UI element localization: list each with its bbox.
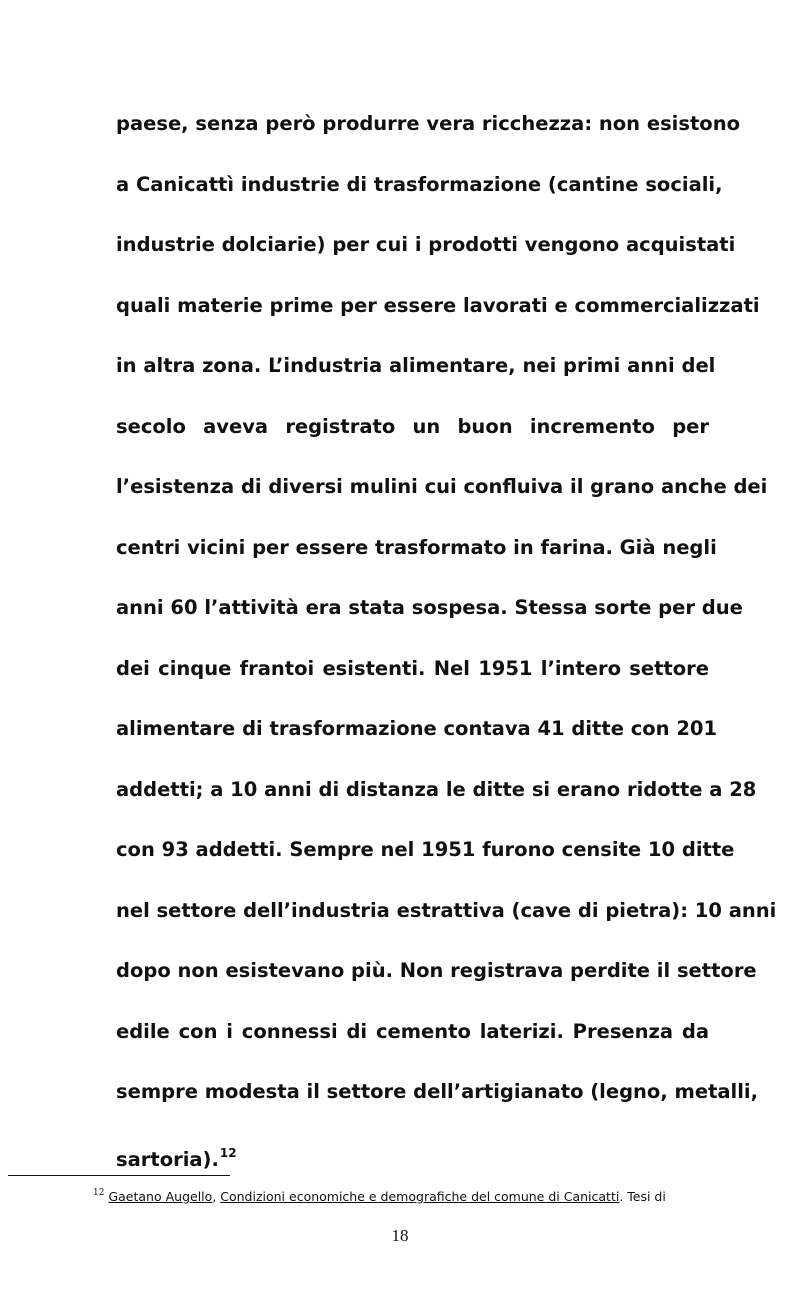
text-line: paese, senza però produrre vera ricchezza: non esistono <box>116 112 740 135</box>
footnote-rest: . Tesi di <box>619 1189 666 1204</box>
text-line: nel settore dell’industria estrattiva (cave di pietra): 10 anni <box>116 898 777 922</box>
text-line: industrie dolciarie) per cui i prodotti vengono acquistati <box>116 233 736 256</box>
footnote-author: Gaetano Augello <box>108 1189 213 1204</box>
text-line: sempre modesta il settore dell’artigianato (legno, metalli, <box>116 1080 759 1103</box>
text-line: con 93 addetti. Sempre nel 1951 furono censite 10 ditte <box>116 838 735 861</box>
page-number: 18 <box>391 1226 409 1245</box>
footnote <box>93 1183 713 1207</box>
text-line: addetti; a 10 anni di distanza le ditte si erano ridotte a 28 <box>116 777 757 801</box>
text-line: quali materie prime per essere lavorati e commercializzati <box>116 293 760 317</box>
text-line: a Canicattì industrie di trasformazione (cantine sociali, <box>116 172 723 196</box>
text-line: secolo aveva registrato un buon incremento per <box>116 414 709 438</box>
text-line: alimentare di trasformazione contava 41 ditte con 201 <box>116 717 718 740</box>
text-line: anni 60 l’attività era stata sospesa. Stessa sorte per due <box>116 596 743 619</box>
text-line: dei cinque frantoi esistenti. Nel 1951 l’intero settore <box>116 656 709 680</box>
footnote-number: 12 <box>93 1188 105 1198</box>
text-line: sartoria). <box>116 1147 219 1171</box>
text-line: in altra zona. L’industria alimentare, nei primi anni del <box>116 354 716 377</box>
footnote-separator <box>8 1175 230 1176</box>
text-line: centri vicini per essere trasformato in farina. Già negli <box>116 535 717 559</box>
text-line: l’esistenza di diversi mulini cui confluiva il grano anche dei <box>116 475 768 498</box>
footnote-separator-text: , <box>212 1189 221 1204</box>
footnote-title: Condizioni economiche e demografiche del comune di Canicatti <box>220 1189 620 1204</box>
body-text <box>116 104 777 1193</box>
footnote-reference[interactable]: 12 <box>219 1145 237 1160</box>
text-line: edile con i connessi di cemento laterizi. Presenza da <box>116 1019 709 1043</box>
text-line: dopo non esistevano più. Non registrava perdite il settore <box>116 959 757 982</box>
